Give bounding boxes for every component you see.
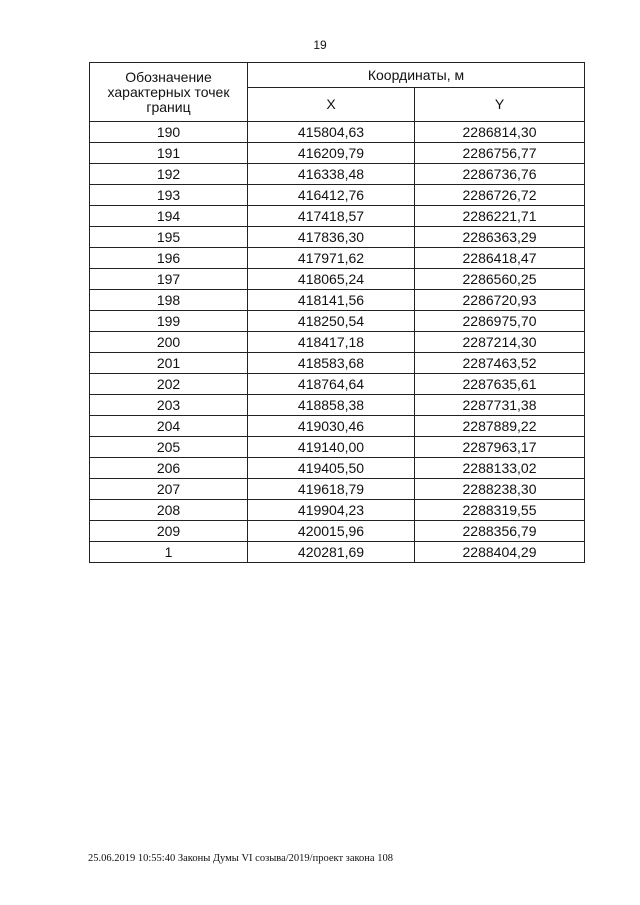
x-cell: 418583,68 xyxy=(248,353,415,374)
x-cell: 420015,96 xyxy=(248,521,415,542)
point-cell: 194 xyxy=(90,206,248,227)
table-row xyxy=(90,122,585,143)
point-cell: 196 xyxy=(90,248,248,269)
point-cell: 190 xyxy=(90,122,248,143)
x-cell: 415804,63 xyxy=(248,122,415,143)
point-cell: 209 xyxy=(90,521,248,542)
y-cell: 2287963,17 xyxy=(415,437,585,458)
point-cell: 206 xyxy=(90,458,248,479)
point-cell: 202 xyxy=(90,374,248,395)
point-cell: 193 xyxy=(90,185,248,206)
table-row xyxy=(90,458,585,479)
table-row xyxy=(90,248,585,269)
y-cell: 2288133,02 xyxy=(415,458,585,479)
table-row xyxy=(90,521,585,542)
table-row xyxy=(90,395,585,416)
x-cell: 419405,50 xyxy=(248,458,415,479)
x-cell: 419618,79 xyxy=(248,479,415,500)
point-cell: 198 xyxy=(90,290,248,311)
y-cell: 2287214,30 xyxy=(415,332,585,353)
table-row xyxy=(90,164,585,185)
table-row xyxy=(90,479,585,500)
y-cell: 2288404,29 xyxy=(415,542,585,563)
x-cell: 418417,18 xyxy=(248,332,415,353)
table-row xyxy=(90,542,585,563)
y-cell: 2286726,72 xyxy=(415,185,585,206)
y-cell: 2286221,71 xyxy=(415,206,585,227)
point-cell: 207 xyxy=(90,479,248,500)
coordinates-header: Координаты, м xyxy=(248,63,585,88)
x-cell: 418764,64 xyxy=(248,374,415,395)
x-cell: 419904,23 xyxy=(248,500,415,521)
y-cell: 2286560,25 xyxy=(415,269,585,290)
x-cell: 419140,00 xyxy=(248,437,415,458)
table-row xyxy=(90,185,585,206)
x-cell: 420281,69 xyxy=(248,542,415,563)
x-cell: 416209,79 xyxy=(248,143,415,164)
y-cell: 2286363,29 xyxy=(415,227,585,248)
x-column-header: X xyxy=(248,88,415,122)
table-row xyxy=(90,290,585,311)
x-cell: 418065,24 xyxy=(248,269,415,290)
point-cell: 201 xyxy=(90,353,248,374)
footer-stamp: 25.06.2019 10:55:40 Законы Думы VI созыва/2019/проект закона 108 xyxy=(88,853,393,864)
y-cell: 2286720,93 xyxy=(415,290,585,311)
x-cell: 419030,46 xyxy=(248,416,415,437)
table-row xyxy=(90,227,585,248)
x-cell: 416412,76 xyxy=(248,185,415,206)
y-cell: 2286418,47 xyxy=(415,248,585,269)
table-row xyxy=(90,416,585,437)
x-cell: 417971,62 xyxy=(248,248,415,269)
point-cell: 203 xyxy=(90,395,248,416)
y-cell: 2286814,30 xyxy=(415,122,585,143)
x-cell: 418250,54 xyxy=(248,311,415,332)
x-cell: 418141,56 xyxy=(248,290,415,311)
y-cell: 2287731,38 xyxy=(415,395,585,416)
x-cell: 417418,57 xyxy=(248,206,415,227)
page-number: 19 xyxy=(313,38,327,52)
point-cell: 197 xyxy=(90,269,248,290)
point-cell: 199 xyxy=(90,311,248,332)
y-cell: 2288238,30 xyxy=(415,479,585,500)
table-row xyxy=(90,269,585,290)
table-row xyxy=(90,353,585,374)
y-cell: 2288356,79 xyxy=(415,521,585,542)
y-column-header: Y xyxy=(415,88,585,122)
y-cell: 2286756,77 xyxy=(415,143,585,164)
point-cell: 191 xyxy=(90,143,248,164)
point-cell: 205 xyxy=(90,437,248,458)
table-row xyxy=(90,500,585,521)
point-cell: 192 xyxy=(90,164,248,185)
point-cell: 195 xyxy=(90,227,248,248)
table-row xyxy=(90,143,585,164)
point-cell: 204 xyxy=(90,416,248,437)
x-cell: 417836,30 xyxy=(248,227,415,248)
y-cell: 2287889,22 xyxy=(415,416,585,437)
table-row xyxy=(90,332,585,353)
table-row xyxy=(90,437,585,458)
point-cell: 200 xyxy=(90,332,248,353)
table-row xyxy=(90,206,585,227)
point-cell: 1 xyxy=(90,542,248,563)
table-row xyxy=(90,374,585,395)
y-cell: 2288319,55 xyxy=(415,500,585,521)
y-cell: 2286736,76 xyxy=(415,164,585,185)
y-cell: 2286975,70 xyxy=(415,311,585,332)
table-row xyxy=(90,311,585,332)
point-cell: 208 xyxy=(90,500,248,521)
y-cell: 2287463,52 xyxy=(415,353,585,374)
y-cell: 2287635,61 xyxy=(415,374,585,395)
coordinates-table xyxy=(89,62,585,563)
x-cell: 416338,48 xyxy=(248,164,415,185)
x-cell: 418858,38 xyxy=(248,395,415,416)
point-column-header: Обозначение характерных точек границ xyxy=(90,63,248,122)
